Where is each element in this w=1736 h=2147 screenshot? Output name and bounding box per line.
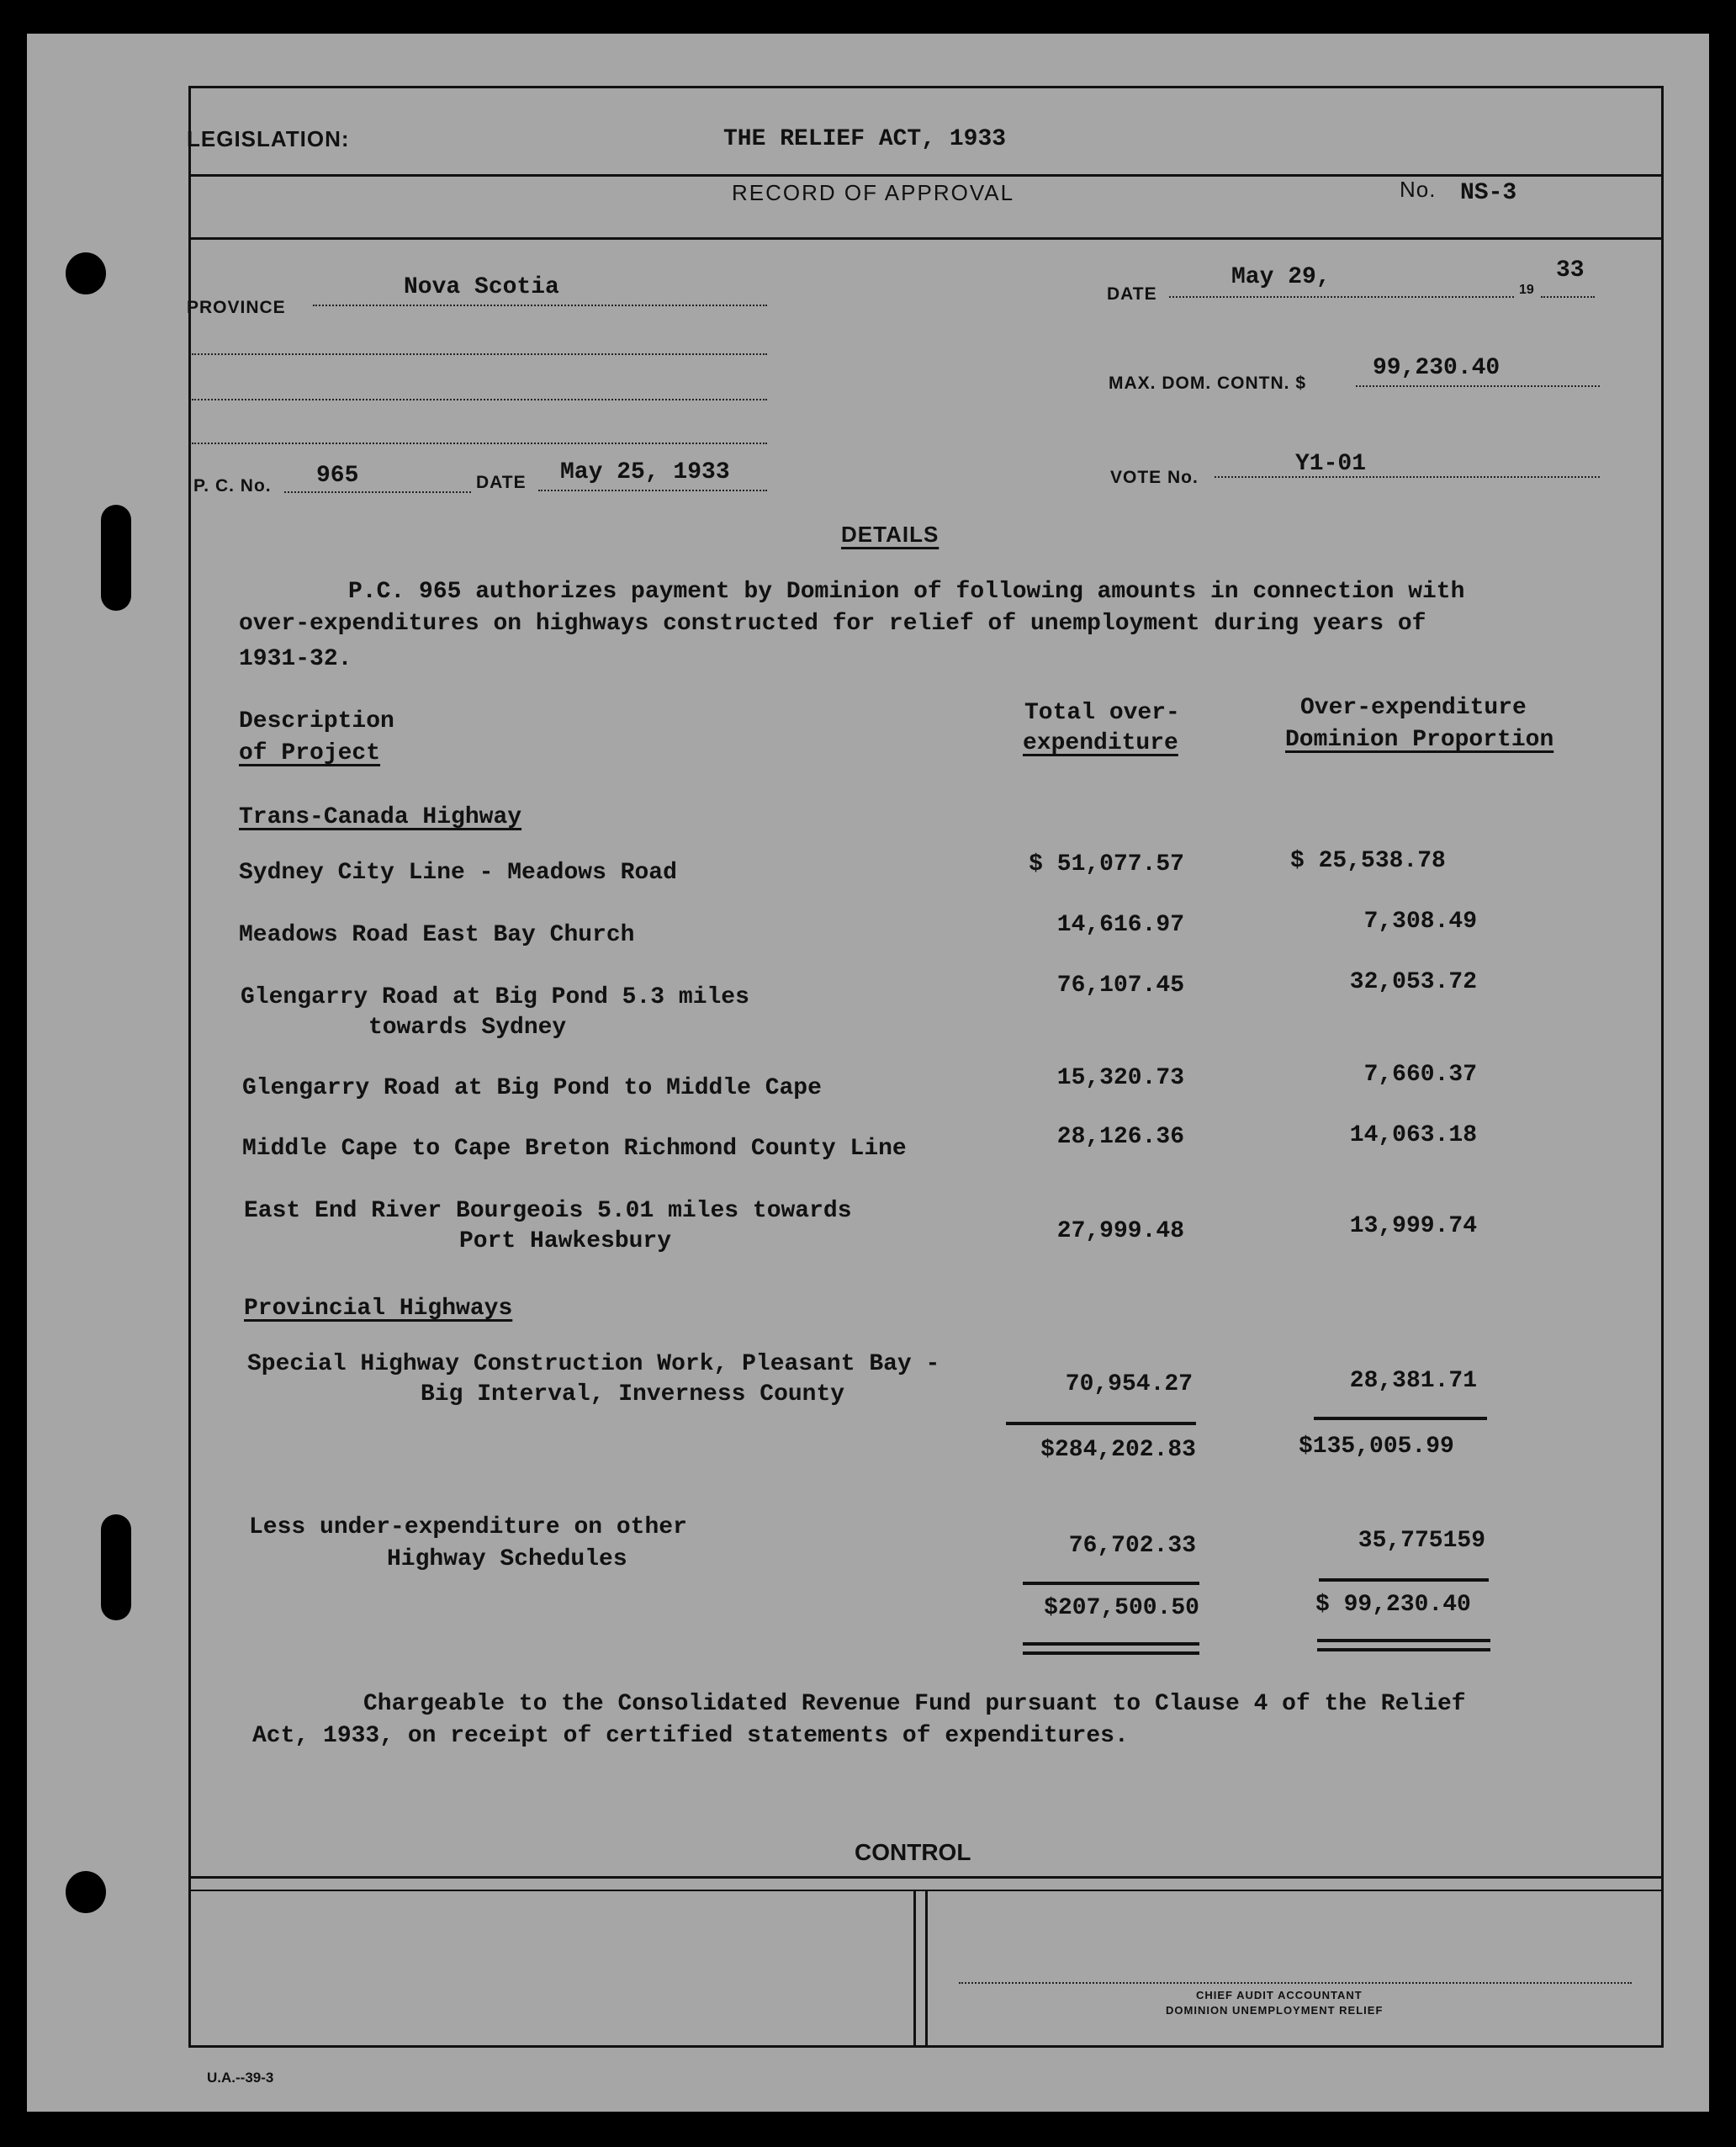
section-heading: Trans-Canada Highway — [239, 804, 522, 830]
less-description: Highway Schedules — [387, 1546, 627, 1572]
year-prefix: 19 — [1519, 283, 1534, 297]
project-description: East End River Bourgeois 5.01 miles towards — [244, 1198, 852, 1224]
dominion-amount: 7,308.49 — [1363, 909, 1477, 935]
subtotal-dominion: $135,005.99 — [1299, 1434, 1454, 1460]
date-label: DATE — [1107, 284, 1157, 304]
less-dominion: 35,775159 — [1358, 1528, 1485, 1554]
punch-hole — [101, 505, 131, 611]
pc-date-line — [538, 490, 767, 491]
dominion-amount: 14,063.18 — [1349, 1122, 1477, 1148]
project-description: Special Highway Construction Work, Pleasant Bay - — [247, 1351, 940, 1377]
col-total-header: expenditure — [1023, 730, 1178, 756]
sum-rule — [1319, 1578, 1489, 1582]
dominion-amount: 32,053.72 — [1349, 969, 1477, 995]
signature-title: DOMINION UNEMPLOYMENT RELIEF — [1166, 2004, 1384, 2017]
year-value[interactable]: 33 — [1556, 257, 1585, 284]
punch-hole — [66, 252, 106, 294]
col-desc-header: of Project — [239, 740, 381, 766]
year-line — [1541, 296, 1595, 298]
date-value[interactable]: May 29, — [1231, 264, 1331, 290]
max-dom-label: MAX. DOM. CONTN. $ — [1109, 374, 1307, 393]
record-title: RECORD OF APPROVAL — [732, 180, 1015, 205]
subtotal-amount: $284,202.83 — [1040, 1437, 1196, 1463]
control-rule — [188, 1876, 1664, 1879]
province-value[interactable]: Nova Scotia — [404, 274, 559, 300]
total-double-rule — [1023, 1642, 1199, 1655]
col-desc-header: Description — [239, 708, 394, 734]
legislation-value: THE RELIEF ACT, 1933 — [723, 126, 1007, 152]
col-dominion-header: Over-expenditure — [1300, 695, 1527, 721]
total-amount: 14,616.97 — [1056, 912, 1184, 938]
date-line — [1169, 296, 1514, 298]
less-amount: 76,702.33 — [1068, 1533, 1196, 1559]
intro-line: P.C. 965 authorizes payment by Dominion of following amounts in connection with — [348, 579, 1465, 605]
control-divider — [913, 1890, 916, 2048]
total-amount: 76,107.45 — [1056, 973, 1184, 999]
pc-no-label: P. C. No. — [193, 476, 272, 496]
province-line — [313, 305, 767, 306]
less-description: Less under-expenditure on other — [249, 1514, 687, 1540]
vote-no-line — [1215, 476, 1600, 478]
pc-no-value[interactable]: 965 — [316, 463, 359, 489]
intro-line: over-expenditures on highways constructed for relief of unemployment during years of — [239, 611, 1426, 637]
dominion-amount: 13,999.74 — [1349, 1213, 1477, 1239]
province-label: PROVINCE — [187, 298, 286, 317]
intro-line: 1931-32. — [239, 646, 352, 672]
pc-no-line — [284, 491, 471, 493]
project-description: Middle Cape to Cape Breton Richmond County Line — [242, 1136, 907, 1162]
sum-rule — [1023, 1582, 1199, 1585]
project-description: Big Interval, Inverness County — [421, 1381, 845, 1407]
sum-rule — [1314, 1417, 1487, 1420]
legislation-label: LEGISLATION: — [187, 126, 350, 151]
project-description: Sydney City Line - Meadows Road — [239, 860, 677, 886]
total-amount: 27,999.48 — [1056, 1218, 1184, 1244]
chargeable-line: Act, 1933, on receipt of certified statements of expenditures. — [252, 1723, 1129, 1749]
no-label: No. — [1400, 177, 1437, 202]
project-description: towards Sydney — [368, 1015, 567, 1041]
no-value: NS-3 — [1460, 180, 1517, 206]
project-description: Port Hawkesbury — [459, 1228, 672, 1254]
header-rule — [188, 174, 1664, 177]
project-description: Glengarry Road at Big Pond 5.3 miles — [241, 984, 749, 1010]
dominion-amount: $ 25,538.78 — [1290, 848, 1446, 874]
pc-date-value[interactable]: May 25, 1933 — [560, 459, 730, 485]
project-description: Meadows Road East Bay Church — [239, 922, 635, 948]
dominion-amount: 28,381.71 — [1349, 1368, 1477, 1394]
pc-date-label: DATE — [476, 473, 527, 492]
control-divider — [925, 1890, 928, 2048]
project-description: Glengarry Road at Big Pond to Middle Cape — [242, 1075, 822, 1101]
total-amount: 28,126.36 — [1056, 1124, 1184, 1150]
dominion-amount: 7,660.37 — [1363, 1062, 1477, 1088]
form-code: U.A.--39-3 — [207, 2070, 274, 2086]
blank-line — [192, 353, 767, 355]
max-dom-value[interactable]: 99,230.40 — [1373, 355, 1500, 381]
max-dom-line — [1356, 385, 1600, 387]
col-dominion-header: Dominion Proportion — [1285, 727, 1554, 753]
blank-line — [192, 399, 767, 400]
signature-line[interactable] — [959, 1982, 1632, 1984]
total-amount: 70,954.27 — [1065, 1371, 1193, 1397]
vote-no-label: VOTE No. — [1110, 468, 1199, 487]
punch-hole — [101, 1514, 131, 1620]
signature-title: CHIEF AUDIT ACCOUNTANT — [1196, 1989, 1363, 2001]
sum-rule — [1006, 1422, 1196, 1425]
col-total-header: Total over- — [1024, 700, 1180, 726]
total-double-rule — [1317, 1639, 1490, 1651]
grand-total-dominion: $ 99,230.40 — [1315, 1592, 1471, 1618]
header-rule — [188, 237, 1664, 240]
section-heading: Provincial Highways — [244, 1296, 513, 1322]
total-amount: $ 51,077.57 — [1029, 851, 1184, 877]
grand-total-amount: $207,500.50 — [1044, 1595, 1199, 1621]
vote-no-value[interactable]: Y1-01 — [1295, 451, 1367, 477]
blank-line — [192, 443, 767, 444]
punch-hole — [66, 1871, 106, 1913]
control-heading: CONTROL — [855, 1839, 971, 1865]
details-heading: DETAILS — [841, 522, 939, 547]
total-amount: 15,320.73 — [1056, 1065, 1184, 1091]
chargeable-line: Chargeable to the Consolidated Revenue Fund pursuant to Clause 4 of the Relief — [363, 1691, 1466, 1717]
